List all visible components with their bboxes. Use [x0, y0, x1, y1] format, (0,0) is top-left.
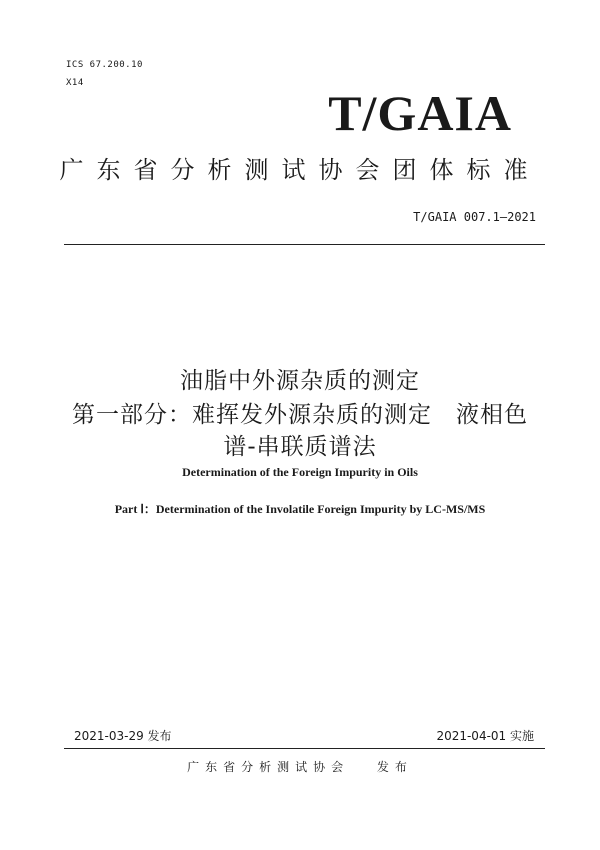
standard-logo: T/GAIA: [328, 85, 512, 141]
title-en-line2: Part Ⅰ：Determination of the Involatile Foreign Impurity by LC-MS/MS: [114, 502, 486, 516]
standard-number: T/GAIA 007.1—2021: [413, 210, 536, 224]
footer-divider: [64, 748, 545, 749]
title-en-line1: Determination of the Foreign Impurity in Oils: [182, 465, 418, 479]
issuer: 广东省分析测试协会 发布: [187, 760, 413, 774]
publish-date: 2021-03-29 发布: [74, 729, 172, 743]
title-zh-line2: 第一部分：难挥发外源杂质的测定 液相色: [72, 402, 528, 428]
title-zh-line1: 油脂中外源杂质的测定: [180, 368, 420, 394]
title-zh-line3: 谱-串联质谱法: [223, 434, 377, 460]
ics-code: ICS 67.200.10: [66, 60, 143, 70]
implement-date: 2021-04-01 实施: [436, 729, 534, 743]
classification-code: X14: [66, 78, 84, 88]
header-divider: [64, 244, 545, 245]
organization-title: 广东省分析测试协会团体标准: [59, 156, 541, 184]
